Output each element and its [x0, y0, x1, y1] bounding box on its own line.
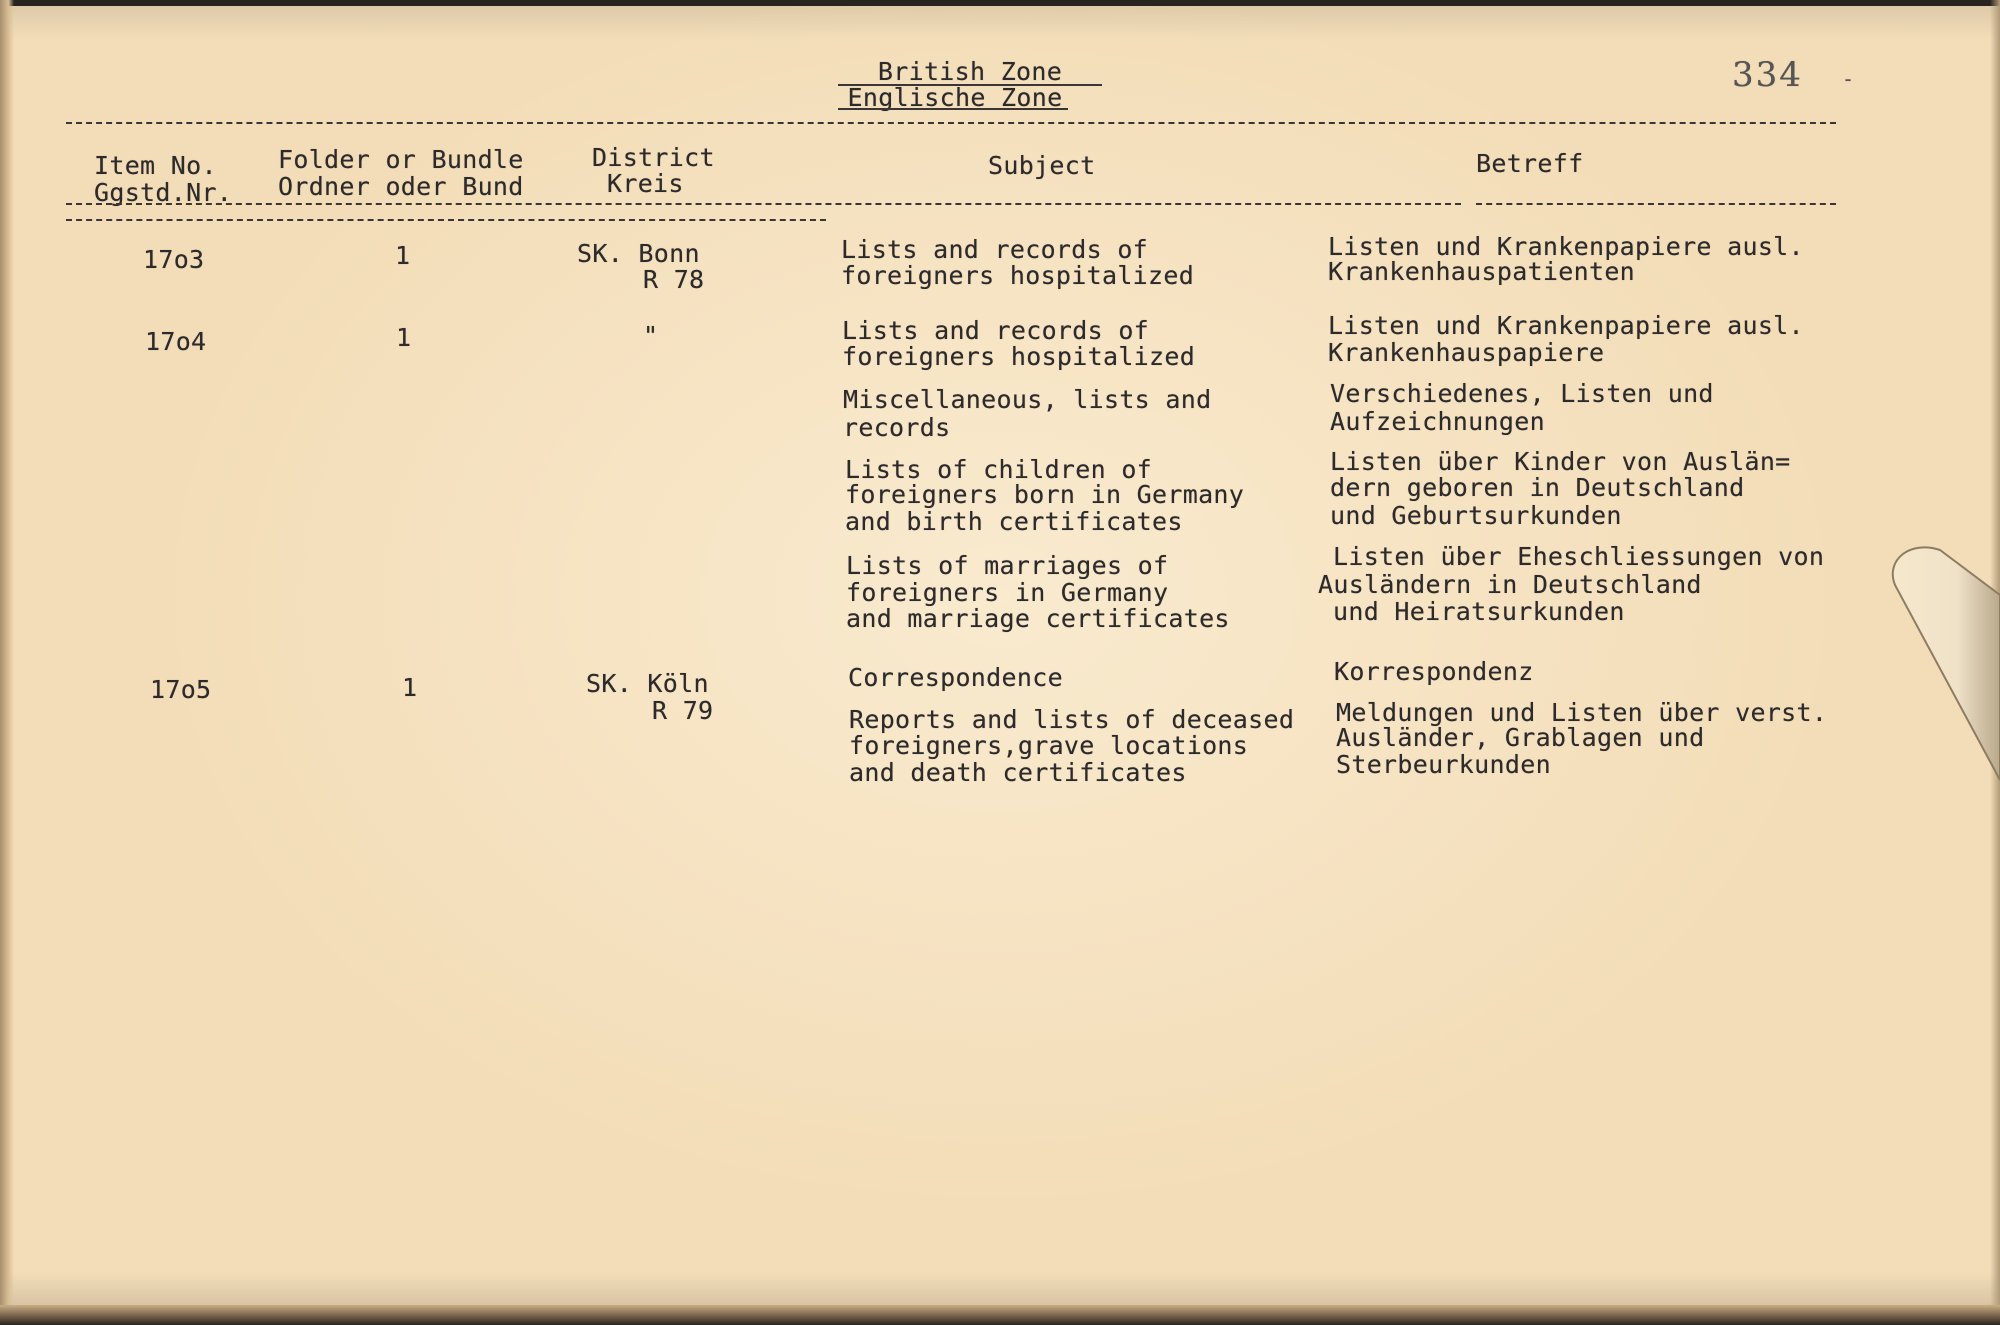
subject-de-line: dern geboren in Deutschland [1330, 473, 1745, 502]
zone-title-en: British Zone [877, 57, 1063, 86]
district-ditto-mark: " [643, 321, 659, 350]
header-bottom-rule-left [66, 203, 1461, 205]
subject-en-line: Miscellaneous, lists and [843, 385, 1212, 414]
subject-en-line: and marriage certificates [846, 604, 1230, 633]
folder-count: 1 [396, 323, 412, 352]
col-header-folder-en: Folder or Bundle [278, 145, 524, 174]
subject-de-line: Korrespondenz [1334, 657, 1534, 686]
page-top-edge [0, 0, 2000, 6]
col-header-subject: Subject [988, 151, 1096, 180]
subject-de-line: und Heiratsurkunden [1333, 597, 1625, 626]
district-code: R 78 [643, 265, 705, 294]
subject-en-line: foreigners born in Germany [845, 480, 1245, 509]
subject-de-line: Listen über Eheschliessungen von [1333, 542, 1825, 571]
subject-de-line: Krankenhauspatienten [1328, 257, 1636, 286]
subject-en-line: foreigners,grave locations [849, 731, 1249, 760]
page-bottom-edge [0, 1305, 2000, 1325]
zone-title-de: Englische Zone [847, 83, 1063, 112]
subject-en-line: and death certificates [849, 758, 1187, 787]
item-number: 17o5 [150, 675, 212, 704]
subject-de-line: Krankenhauspapiere [1328, 338, 1605, 367]
subject-de-line: Meldungen und Listen über verst. [1336, 698, 1828, 727]
col-header-betreff: Betreff [1476, 149, 1584, 178]
subject-de-line: Aufzeichnungen [1330, 407, 1545, 436]
zone-title-de-underline [838, 108, 1068, 110]
subject-de-line: und Geburtsurkunden [1330, 501, 1622, 530]
subject-de-line: Listen und Krankenpapiere ausl. [1328, 311, 1804, 340]
header-bottom-rule-lower [66, 219, 826, 221]
col-header-district-de: Kreis [607, 169, 684, 198]
folder-count: 1 [402, 673, 418, 702]
district-name: SK. Köln [586, 669, 709, 698]
header-top-rule [66, 122, 1836, 124]
page-mark: - [1842, 67, 1855, 91]
subject-de-line: Sterbeurkunden [1336, 750, 1551, 779]
subject-en-line: and birth certificates [845, 507, 1183, 536]
district-code: R 79 [652, 696, 714, 725]
page-tab-shape [1885, 540, 2000, 800]
folder-count: 1 [395, 241, 411, 270]
subject-en-line: Lists of children of [845, 455, 1153, 484]
page-left-edge [0, 0, 14, 1325]
subject-en-line: Reports and lists of deceased [849, 705, 1295, 734]
subject-en-line: Lists of marriages of [846, 551, 1169, 580]
header-bottom-rule-right [1476, 203, 1836, 205]
subject-en-line: records [843, 413, 951, 442]
subject-en-line: Correspondence [848, 663, 1063, 692]
page-number: 334 [1732, 55, 1803, 95]
subject-en-line: Lists and records of [842, 316, 1150, 345]
col-header-folder-de: Ordner oder Bund [278, 172, 524, 201]
subject-de-line: Ausländer, Grablagen und [1336, 723, 1705, 752]
subject-en-line: foreigners in Germany [846, 578, 1169, 607]
subject-en-line: foreigners hospitalized [842, 342, 1196, 371]
item-number: 17o4 [145, 327, 207, 356]
district-name: SK. Bonn [577, 239, 700, 268]
item-number: 17o3 [143, 245, 205, 274]
subject-en-line: foreigners hospitalized [841, 261, 1195, 290]
col-header-item-de: Ggstd.Nr. [94, 178, 233, 207]
col-header-item-en: Item No. [94, 151, 217, 180]
subject-de-line: Listen über Kinder von Auslän= [1330, 447, 1791, 476]
subject-en-line: Lists and records of [841, 235, 1149, 264]
subject-de-line: Listen und Krankenpapiere ausl. [1328, 232, 1804, 261]
subject-de-line: Verschiedenes, Listen und [1330, 379, 1714, 408]
subject-de-line: Ausländern in Deutschland [1318, 570, 1702, 599]
col-header-district-en: District [592, 143, 715, 172]
